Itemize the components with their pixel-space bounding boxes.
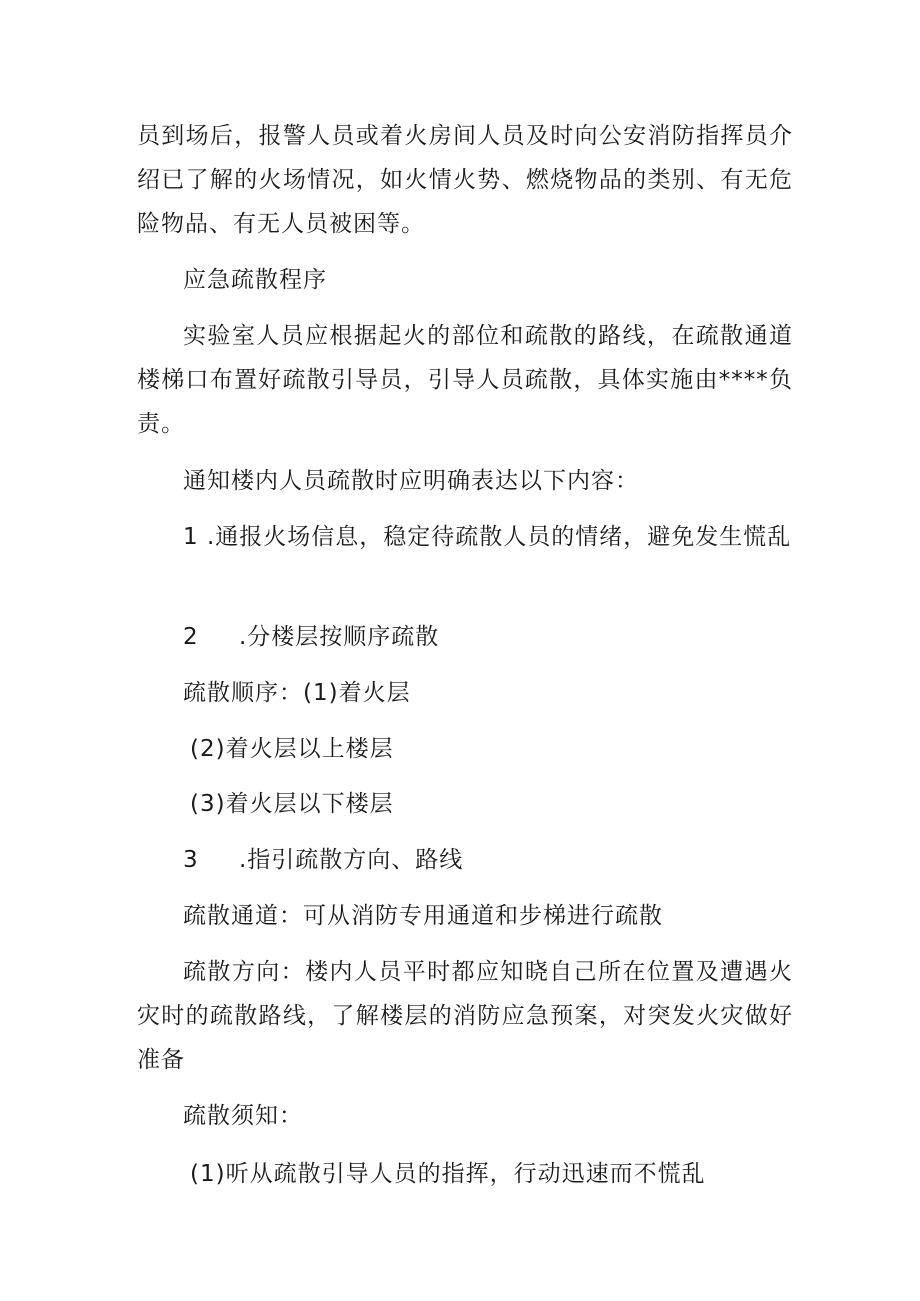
paragraph-evacuation-passage: 疏散通道：可从消防专用通道和步梯进行疏散	[183, 903, 663, 929]
evacuation-order-3: (3)着火层以下楼层	[190, 791, 394, 817]
heading-evacuation-procedure: 应急疏散程序	[183, 267, 327, 293]
list-item-2	[183, 615, 793, 659]
heading-evacuation-notice: 疏散须知：	[183, 1103, 303, 1129]
evacuation-order-line: 疏散顺序：(1)着火层	[183, 680, 411, 706]
paragraph-evacuation-direction: 疏散方向：楼内人员平时都应知晓自己所在位置及遭遇火灾时的疏散路线，了解楼层的消防应急预案，对突发火灾做好准备	[137, 959, 793, 1073]
evacuation-order-2: (2)着火层以上楼层	[190, 736, 394, 762]
list-item-2-text: .分楼层按顺序疏散	[239, 624, 440, 650]
list-item-3-number: 3	[183, 847, 199, 873]
list-item-1: 1 .通报火场信息，稳定待疏散人员的情绪，避免发生慌乱	[183, 524, 792, 550]
list-item-3-text: .指引疏散方向、路线	[239, 847, 464, 873]
list-item-2-number: 2	[183, 624, 199, 650]
paragraph-evacuation-guide: 实验室人员应根据起火的部位和疏散的路线，在疏散通道楼梯口布置好疏散引导员，引导人员疏散，具体实施由****负责。	[137, 323, 793, 437]
paragraph-fire-report: 员到场后，报警人员或着火房间人员及时向公安消防指挥员介绍已了解的火场情况，如火情火势、燃烧物品的类别、有无危险物品、有无人员被困等。	[137, 123, 793, 237]
list-item-3	[183, 838, 793, 882]
notice-item-1: (1)听从疏散引导人员的指挥，行动迅速而不慌乱	[190, 1161, 706, 1187]
paragraph-notify-content: 通知楼内人员疏散时应明确表达以下内容：	[183, 468, 639, 494]
